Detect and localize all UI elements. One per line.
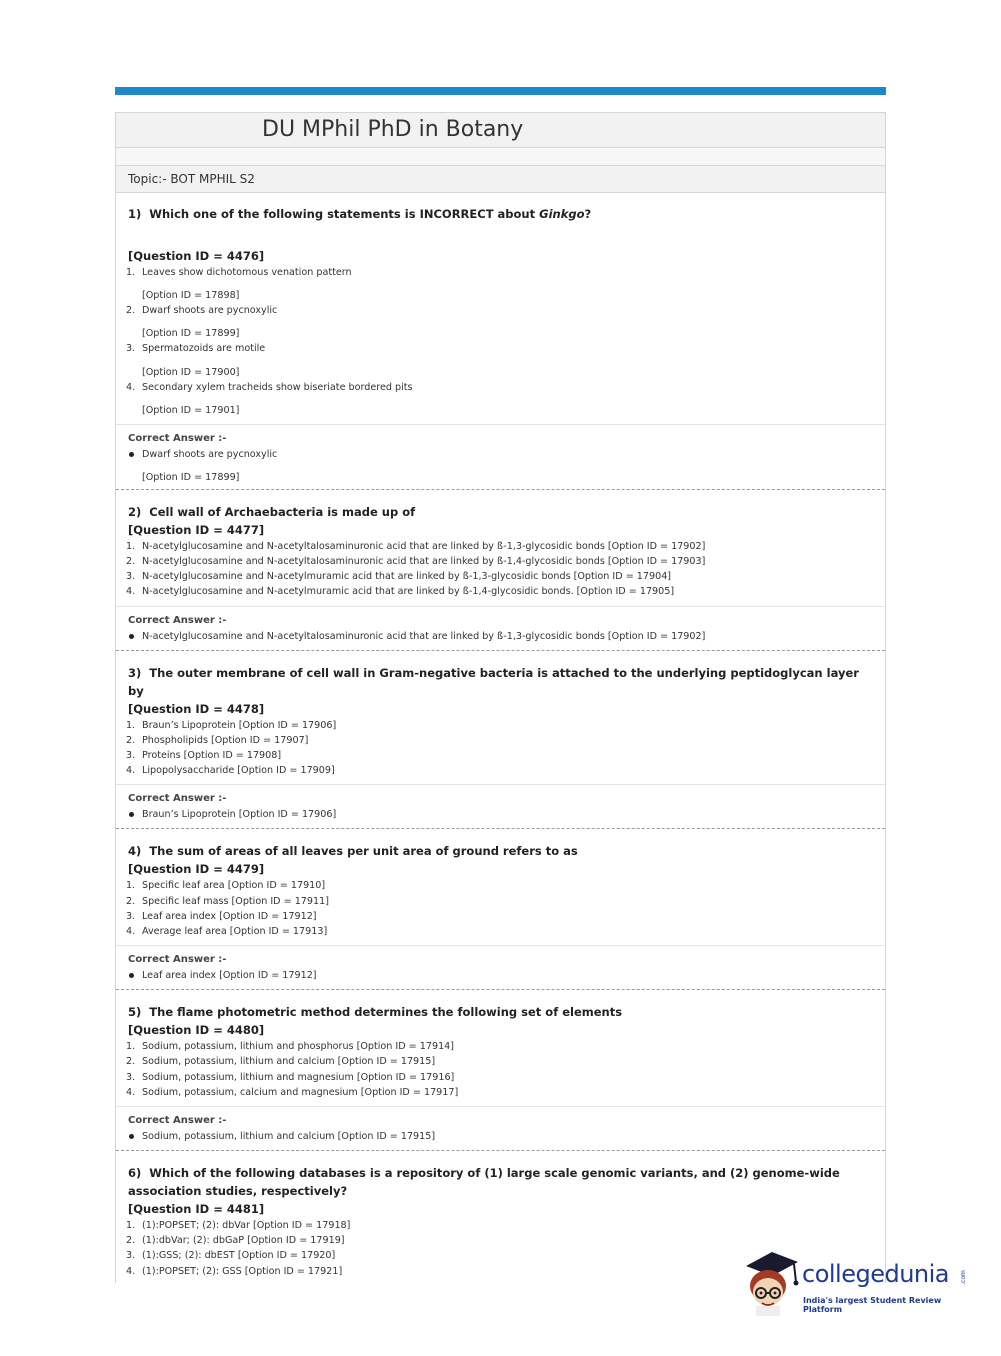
option-item [126, 763, 885, 778]
option-text: (1):dbVar; (2): dbGaP [Option ID = 17919] [142, 1235, 345, 1247]
option-id: [Option ID = 17898] [142, 290, 240, 302]
option-number: 1. [126, 1220, 136, 1232]
option-number: 2. [126, 556, 136, 568]
option-number: 3. [126, 750, 136, 762]
option-item [126, 909, 885, 924]
option-text: Sodium, potassium, lithium and calcium [Option ID = 17915] [142, 1056, 436, 1068]
correct-answer [116, 1129, 885, 1150]
question-id: [Question ID = 4480] [128, 1023, 265, 1038]
option-number: 3. [126, 910, 136, 922]
mascot-icon [742, 1248, 800, 1318]
question-text-part: ? [584, 207, 592, 221]
correct-answer-box [116, 945, 885, 989]
option-number: 4. [126, 1265, 136, 1277]
question-number: 6) [128, 1166, 142, 1181]
option-item [126, 569, 885, 584]
correct-answer-text: Sodium, potassium, lithium and calcium [Option ID = 17915] [142, 1131, 436, 1143]
option-text: Leaves show dichotomous venation pattern [142, 267, 352, 278]
option-text: Specific leaf area [Option ID = 17910] [142, 880, 326, 892]
option-number: 4. [126, 381, 136, 393]
correct-answer-text: Braun’s Lipoprotein [Option ID = 17906] [142, 809, 337, 821]
question-number: 3) [128, 665, 142, 680]
topic-label: Topic:- BOT MPHIL S2 [116, 166, 885, 193]
option-text: (1):POPSET; (2): GSS [Option ID = 17921] [142, 1265, 343, 1277]
spacer-bar [116, 148, 885, 166]
option-item [126, 303, 885, 341]
correct-answer-box [116, 1106, 885, 1150]
question-text-part: The flame photometric method determines the following set of elements [149, 1005, 623, 1020]
option-item [126, 1233, 885, 1248]
option-text: N-acetylglucosamine and N-acetylmuramic acid that are linked by ß-1,4-glycosidic bonds. [Option ID = 17905] [142, 586, 675, 598]
option-list [116, 539, 885, 600]
option-number: 1. [126, 719, 136, 731]
bullet-icon [129, 452, 134, 457]
option-text: N-acetylglucosamine and N-acetyltalosaminuronic acid that are linked by ß-1,3-glycosidic bonds [Option ID = 17902] [142, 540, 706, 552]
option-item [126, 1039, 885, 1054]
question-3 [116, 651, 885, 830]
option-number: 3. [126, 571, 136, 583]
question-5 [116, 990, 885, 1151]
question-text-part: The sum of areas of all leaves per unit area of ground refers to as [149, 844, 578, 859]
question-text [116, 1164, 885, 1200]
correct-answer-text: N-acetylglucosamine and N-acetyltalosaminuronic acid that are linked by ß-1,3-glycosidic bonds [Option ID = 17902] [142, 630, 706, 642]
question-text-part: The outer membrane of cell wall in Gram-negative bacteria is attached to the underlying peptidoglycan layer by [128, 665, 859, 698]
option-text: Spermatozoids are motile [142, 343, 266, 355]
option-text: Sodium, potassium, lithium and phosphorus [Option ID = 17914] [142, 1041, 455, 1053]
question-text-part: Which one of the following statements is INCORRECT about [149, 207, 540, 221]
option-id: [Option ID = 17900] [142, 366, 240, 378]
option-list [116, 1039, 885, 1100]
bullet-icon [129, 634, 134, 639]
logo-suffix: .com [959, 1270, 967, 1285]
option-number: 2. [126, 1235, 136, 1247]
option-text: Sodium, potassium, lithium and magnesium [Option ID = 17916] [142, 1071, 455, 1083]
option-number: 4. [126, 765, 136, 777]
question-4 [116, 829, 885, 990]
option-item [126, 539, 885, 554]
question-text [116, 1003, 885, 1021]
question-text [116, 503, 885, 521]
logo-brand: collegedunia [802, 1260, 950, 1288]
option-number: 1. [126, 540, 136, 552]
option-text: Leaf area index [Option ID = 17912] [142, 910, 317, 922]
correct-answer-box [116, 424, 885, 489]
option-list [116, 878, 885, 939]
question-paper [115, 112, 886, 1283]
option-list [116, 718, 885, 779]
option-item [126, 1070, 885, 1085]
correct-answer-option-id: [Option ID = 17899] [142, 471, 240, 483]
bullet-icon [129, 812, 134, 817]
correct-answer [116, 968, 885, 989]
question-text [116, 842, 885, 860]
option-item [126, 554, 885, 569]
option-number: 3. [126, 1250, 136, 1262]
correct-answer-label: Correct Answer :- [128, 614, 227, 626]
correct-answer-box [116, 784, 885, 828]
option-item [126, 748, 885, 763]
option-text: Sodium, potassium, calcium and magnesium [Option ID = 17917] [142, 1086, 459, 1098]
header-accent-bar [115, 87, 886, 95]
question-2 [116, 490, 885, 651]
question-number: 5) [128, 1005, 142, 1020]
option-id: [Option ID = 17901] [142, 404, 240, 416]
option-item [126, 1085, 885, 1100]
question-text-emphasis: Ginkgo [539, 207, 585, 221]
correct-answer [116, 447, 885, 462]
option-number: 3. [126, 1071, 136, 1083]
question-text-part: Which of the following databases is a repository of (1) large scale genomic variants, and (2) genome-wide association studies, respectively? [128, 1166, 840, 1199]
question-id: [Question ID = 4479] [128, 862, 265, 877]
correct-answer [116, 629, 885, 650]
option-item [126, 584, 885, 599]
option-number: 2. [126, 895, 136, 907]
option-item [126, 878, 885, 893]
title-bar [116, 113, 885, 148]
option-text: Phospholipids [Option ID = 17907] [142, 734, 309, 746]
correct-answer-label: Correct Answer :- [128, 1115, 227, 1127]
option-item [126, 1218, 885, 1233]
option-item [126, 341, 885, 379]
option-number: 2. [126, 734, 136, 746]
correct-answer-text: Dwarf shoots are pycnoxylic [142, 448, 278, 460]
option-number: 1. [126, 1041, 136, 1053]
option-item [126, 265, 885, 303]
option-item [126, 924, 885, 939]
option-number: 1. [126, 880, 136, 892]
correct-answer-label: Correct Answer :- [128, 954, 227, 966]
option-text: Braun’s Lipoprotein [Option ID = 17906] [142, 719, 337, 731]
correct-answer [116, 807, 885, 828]
option-number: 1. [126, 267, 136, 278]
bullet-icon [129, 973, 134, 978]
correct-answer-text: Leaf area index [Option ID = 17912] [142, 970, 317, 982]
option-list [116, 265, 885, 418]
option-text: N-acetylglucosamine and N-acetyltalosaminuronic acid that are linked by ß-1,4-glycosidic bonds [Option ID = 17903] [142, 556, 706, 568]
option-text: Dwarf shoots are pycnoxylic [142, 305, 278, 317]
option-text: Proteins [Option ID = 17908] [142, 750, 282, 762]
option-text: Average leaf area [Option ID = 17913] [142, 926, 328, 938]
correct-answer-box [116, 606, 885, 650]
option-text: Specific leaf mass [Option ID = 17911] [142, 895, 329, 907]
option-number: 4. [126, 926, 136, 938]
option-text: N-acetylglucosamine and N-acetylmuramic acid that are linked by ß-1,3-glycosidic bonds [Option ID = 17904] [142, 571, 672, 583]
option-item [126, 380, 885, 418]
option-text: (1):POPSET; (2): dbVar [Option ID = 17918] [142, 1220, 351, 1232]
correct-answer-label: Correct Answer :- [128, 793, 227, 805]
correct-answer-label: Correct Answer :- [128, 432, 227, 444]
option-text: Secondary xylem tracheids show biseriate bordered pits [142, 381, 413, 393]
question-text-part: Cell wall of Archaebacteria is made up of [149, 504, 416, 519]
question-id: [Question ID = 4476] [128, 249, 265, 263]
page-title: DU MPhil PhD in Botany [262, 117, 524, 142]
question-id: [Question ID = 4477] [128, 522, 265, 537]
question-1 [116, 193, 885, 490]
option-id: [Option ID = 17899] [142, 328, 240, 340]
option-item [126, 733, 885, 748]
question-number: 2) [128, 504, 142, 519]
logo-tagline: India's largest Student Review Platform [803, 1296, 942, 1314]
option-item [126, 718, 885, 733]
option-text: (1):GSS; (2): dbEST [Option ID = 17920] [142, 1250, 336, 1262]
option-number: 4. [126, 1086, 136, 1098]
question-number: 4) [128, 844, 142, 859]
option-item [126, 894, 885, 909]
question-number: 1) [128, 207, 142, 221]
bullet-icon [129, 1134, 134, 1139]
question-text [116, 664, 885, 700]
collegedunia-logo[interactable] [742, 1248, 972, 1322]
option-number: 2. [126, 305, 136, 317]
option-number: 4. [126, 586, 136, 598]
option-number: 2. [126, 1056, 136, 1068]
option-text: Lipopolysaccharide [Option ID = 17909] [142, 765, 335, 777]
question-text [116, 205, 885, 223]
question-id: [Question ID = 4478] [128, 701, 265, 716]
option-number: 3. [126, 343, 136, 355]
option-item [126, 1054, 885, 1069]
question-id: [Question ID = 4481] [128, 1202, 265, 1217]
